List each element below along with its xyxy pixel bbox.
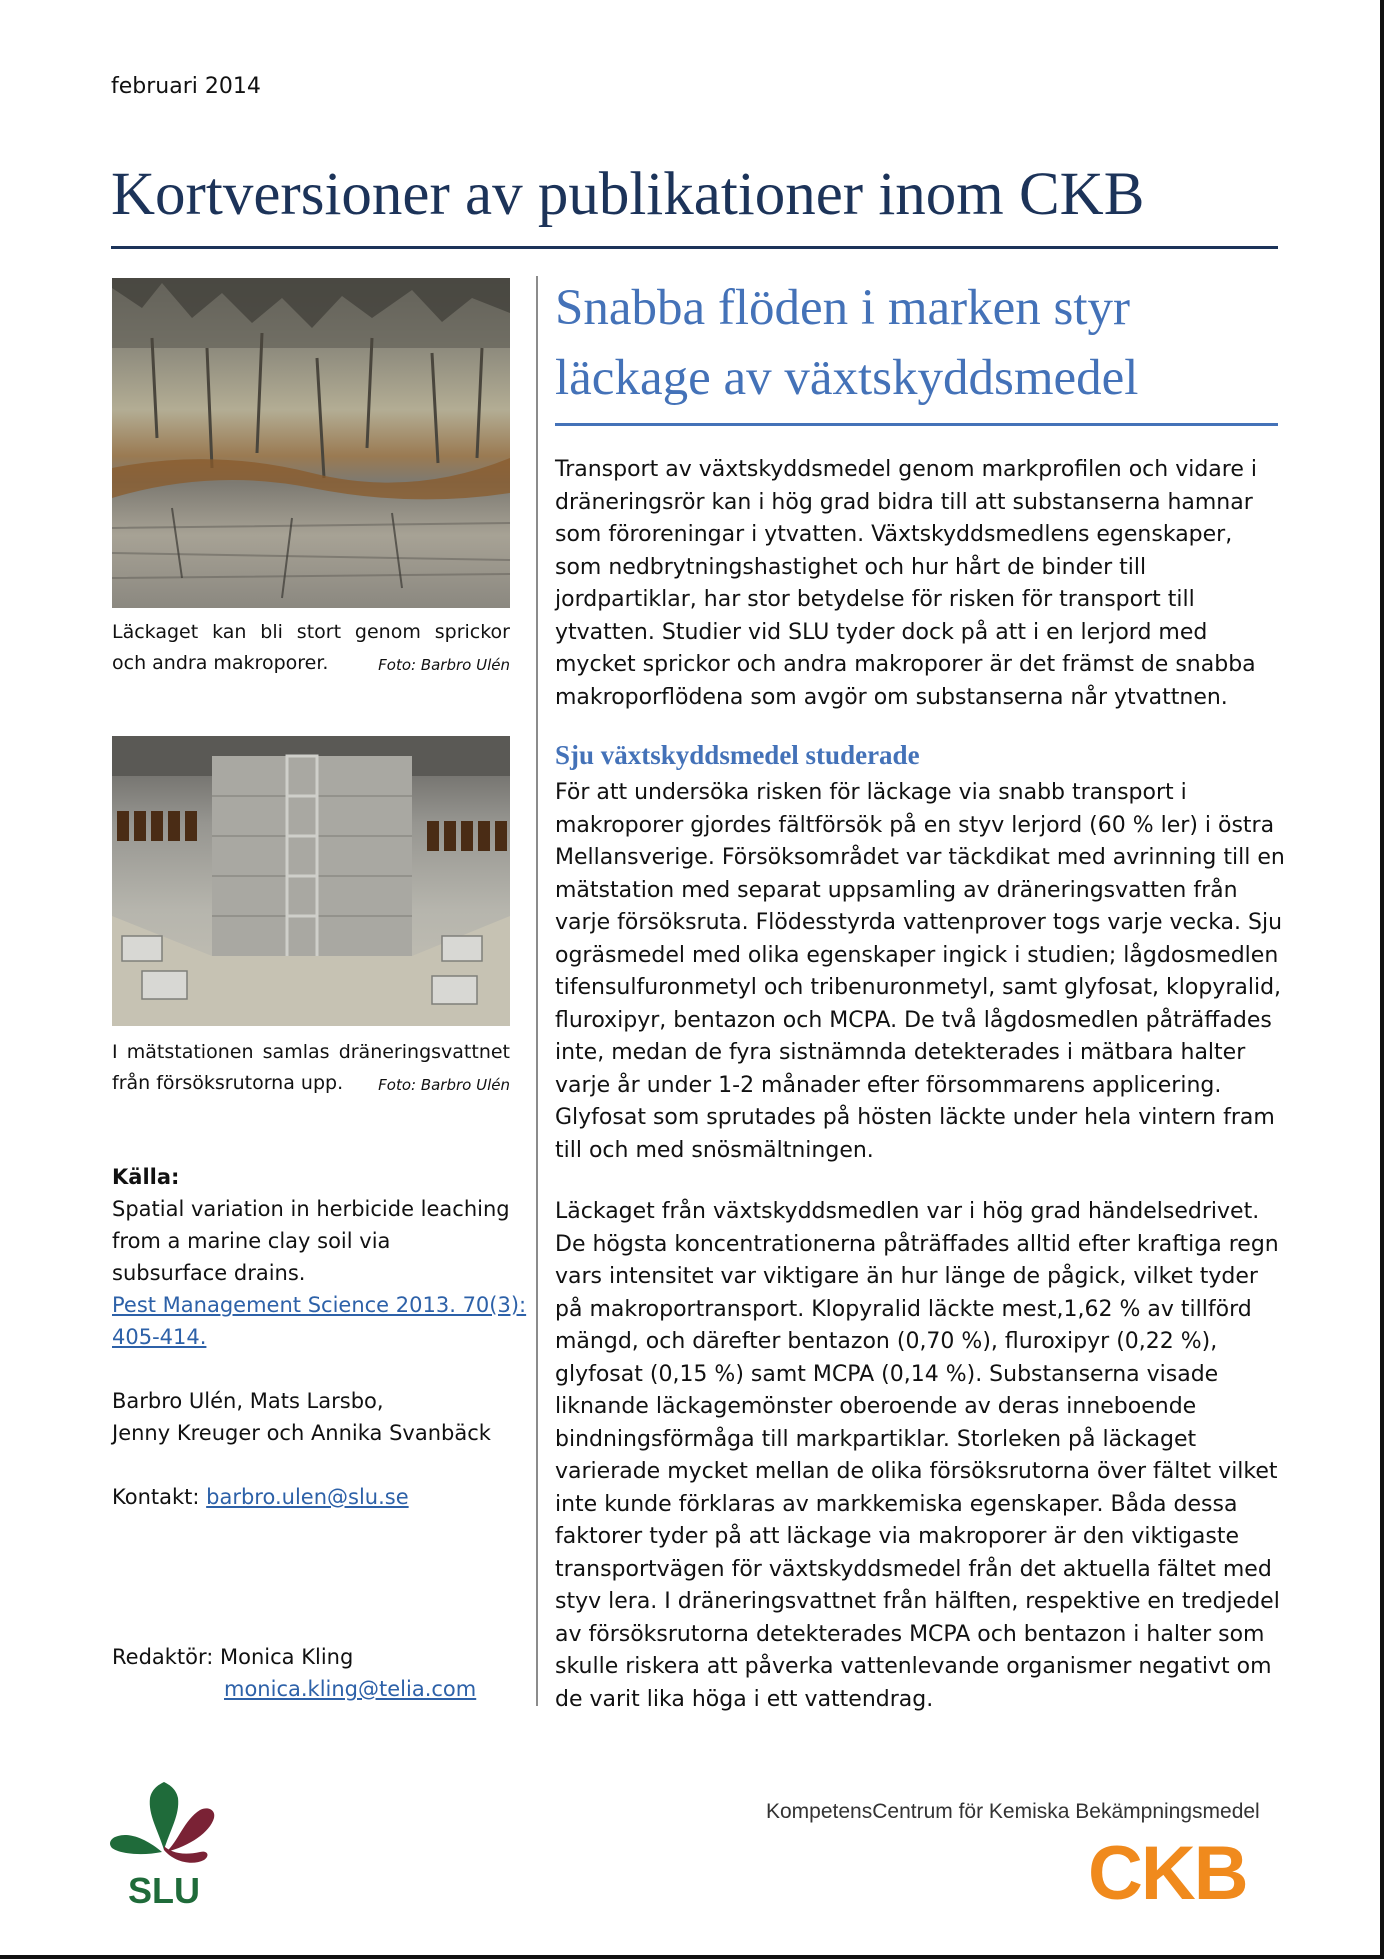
- page-title: Kortversioner av publikationer inom CKB: [111, 161, 1145, 228]
- editor-email-link[interactable]: monica.kling@telia.com: [224, 1677, 477, 1701]
- article-body-2: Läckaget från växtskyddsmedlen var i hög grad händelsedrivet. De högsta koncentrationerna påträffades alltid efter kraftiga regn vars intensitet var viktigare än hur länge de pågick, vilket tyder på makroportransport. Klopyralid läckte mest,1,62 % av tillförd mängd, och därefter bentazon (0,70 %), fluroxipyr (0,22 %), glyfosat (0,15 %) samt MCPA (0,14 %). Substanserna visade liknande läckagemönster oberoende av deras inneboende bindningsförmåga till markpartiklar. Storleken på läckaget varierade mycket mellan de olika försöksrutorna över fältet vilket inte kunde förklaras av markkemiska egenskaper. Båda dessa faktorer tyder på att läckage via makroporer är den viktigaste transportvägen för växtskyddsmedel från det aktuella fältet med styv lera. I dräneringsvattnet från hälften, respektive en tredjedel av försöksrutorna detekterades MCPA och bentazon i halter som skulle riskera att påverka vattenlevande organismer negativt om de varit lika höga i ett vattendrag.: [555, 1199, 1280, 1712]
- authors-line-2: Jenny Kreuger och Annika Svanbäck: [112, 1421, 491, 1445]
- soil-profile-photo: [112, 278, 510, 608]
- contact-email-link[interactable]: barbro.ulen@slu.se: [206, 1485, 409, 1509]
- source-journal-link[interactable]: Pest Management Science 2013. 70(3): 405-414.: [112, 1293, 527, 1349]
- ckb-logo: CKB: [1088, 1831, 1247, 1916]
- contact-label: Kontakt:: [112, 1485, 207, 1509]
- article-title-line-2: läckage av växtskyddsmedel: [555, 350, 1139, 406]
- title-divider: [111, 246, 1278, 249]
- slu-logo-text: SLU: [128, 1870, 200, 1910]
- authors-line-1: Barbro Ulén, Mats Larsbo,: [112, 1389, 384, 1413]
- column-divider: [536, 276, 538, 1706]
- article-title-line-1: Snabba flöden i marken styr: [555, 280, 1131, 336]
- article-intro: Transport av växtskyddsmedel genom markprofilen och vidare i dräneringsrör kan i hög grad bidra till att substanserna hamnar som föroreningar i ytvatten. Växtskyddsmedlens egenskaper, som nedbrytningshastighet och hur hårt de binder till jordpartiklar, har stor betydelse för risken för transport till ytvatten. Studier vid SLU tyder dock på att i en lerjord med mycket sprickor och andra makroporer är det främst de snabba makroporflödena som avgör om substanserna når ytvattnen.: [555, 457, 1257, 710]
- photo1-credit: Foto: Barbro Ulén: [378, 656, 510, 674]
- source-label: Källa:: [112, 1165, 180, 1189]
- article-subheading: Sju växtskyddsmedel studerade: [555, 740, 920, 770]
- authors: [112, 1385, 532, 1449]
- photo2-caption-text: I mätstationen samlas dräneringsvattnet från försöksrutorna upp.: [112, 1041, 510, 1094]
- editor: Redaktör: Monica Kling: [112, 1645, 354, 1669]
- ckb-organization-name: KompetensCentrum för Kemiska Bekämpningsmedel: [766, 1800, 1260, 1823]
- slu-logo: [108, 1780, 220, 1910]
- photo1-caption-text: Läckaget kan bli stort genom sprickor och andra makroporer.: [112, 621, 510, 674]
- article-title-divider: [555, 423, 1278, 426]
- publication-date: februari 2014: [111, 74, 261, 99]
- article-title: [555, 273, 1138, 413]
- photo1-caption: [112, 617, 510, 681]
- page-border-bottom: [0, 1955, 1384, 1959]
- page-border-right: [1380, 0, 1384, 1959]
- article-body-1: För att undersöka risken för läckage via snabb transport i makroporer gjordes fältförsök på en styv lerjord (60 % ler) i östra Mellansverige. Försöksområdet var täckdikat med avrinning till en mätstation med separat uppsamling av dräneringsvatten från varje försöksruta. Flödesstyrda vattenprover togs varje vecka. Sju ogräsmedel med olika egenskaper ingick i studien; lågdosmedlen tifensulfuronmetyl och tribenuronmetyl, samt glyfosat, klopyralid, fluroxipyr, bentazon och MCPA. De två lågdosmedlen påträffades inte, medan de fyra sistnämnda detekterades i mätbara halter varje år under 1-2 månader efter försommarens applicering. Glyfosat som sprutades på hösten läckte under hela vintern fram till och med snösmältningen.: [555, 780, 1285, 1163]
- contact: [112, 1481, 532, 1513]
- source-title: Spatial variation in herbicide leaching from a marine clay soil via subsurface drains.: [112, 1197, 510, 1285]
- measuring-station-photo: [112, 736, 510, 1026]
- photo2-credit: Foto: Barbro Ulén: [378, 1076, 510, 1094]
- photo2-caption: [112, 1037, 510, 1101]
- source-journal-link-wrap: [112, 1289, 532, 1353]
